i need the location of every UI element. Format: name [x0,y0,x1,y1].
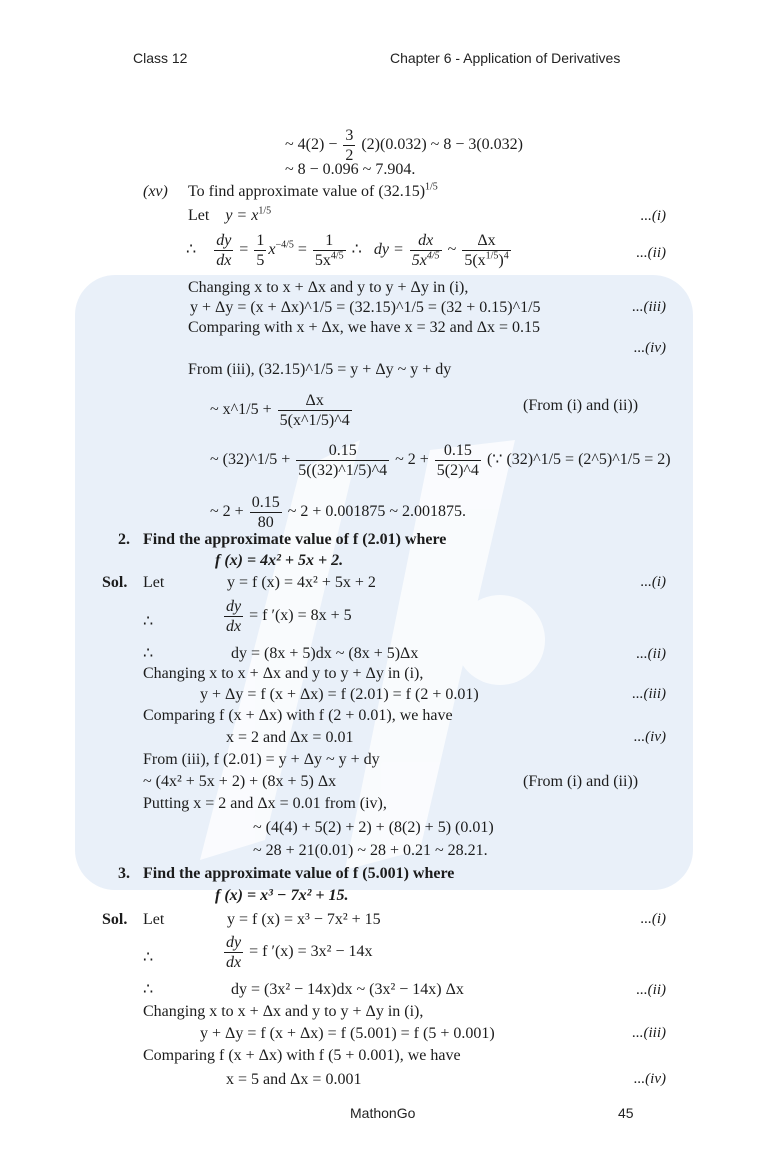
xv-approx-2: ~ (32)^1/5 + $\frac{0.15}{5((32)\^{}1/5)\^{}4}$ ~ 2 + $\frac{0.15}{5(2)\^{}4}$ (∵ (32)^1/5 = (2^5)^1/5 = 2) [210,441,671,479]
q2-eq-i: y = f (x) = 4x² + 5x + 2 [227,574,376,591]
q2-from-iii: From (iii), f (2.01) = y + Δy ~ y + dy [143,751,380,768]
q3-eq-ii: dy = (3x² − 14x)dx ~ (3x² − 14x) Δx [231,981,464,998]
q2-tag-ii: ...(ii) [636,646,666,662]
q2-comparing: Comparing f (x + Δx) with f (2 + 0.01), we have [143,707,453,724]
xv-eq-iii: y + Δy = (x + Δx)^1/5 = (32.15)^1/5 = (32 + 0.15)^1/5 [190,299,541,316]
header-chapter: Chapter 6 - Application of Derivatives [390,50,621,66]
q3-eq-iv: x = 5 and Δx = 0.001 [226,1071,362,1088]
q2-therefore: ∴ [143,613,154,630]
q2-eq-iv: x = 2 and Δx = 0.01 [226,729,354,746]
q2-tag-i: ...(i) [640,574,666,590]
q2-putting: Putting x = 2 and Δx = 0.01 from (iv), [143,795,387,812]
xv-from-iii: From (iii), (32.15)^1/5 = y + Δy ~ y + dy [188,361,452,378]
page-number: 45 [618,1105,634,1121]
q2-sol: Sol. [102,574,128,591]
q3-sol: Sol. [102,911,128,928]
q3-question: Find the approximate value of f (5.001) where [143,865,455,882]
tag-ii: ...(ii) [636,245,666,261]
q2-calc-1: ~ (4(4) + 5(2) + 2) + (8(2) + 5) (0.01) [253,819,494,836]
q2-eq-iii: y + Δy = f (x + Δx) = f (2.01) = f (2 + 0.01) [200,686,479,703]
continuation-line-2: ~ 8 − 0.096 ~ 7.904. [285,161,416,178]
q2-from-i-ii: (From (i) and (ii)) [523,773,639,790]
q3-tag-ii: ...(ii) [636,982,666,998]
q3-changing: Changing x to x + Δx and y to y + Δy in (i), [143,1003,424,1020]
q3-eq-iii: y + Δy = f (x + Δx) = f (5.001) = f (5 + 0.001) [200,1025,495,1042]
q3-therefore-2: ∴ [143,981,154,998]
q3-tag-iv: ...(iv) [633,1071,666,1087]
q2-tag-iii: ...(iii) [632,686,666,702]
q2-function: f (x) = 4x² + 5x + 2. [215,552,344,569]
q2-therefore-2: ∴ [143,645,154,662]
header-class: Class 12 [133,50,188,66]
q2-derivative: $\frac{dy}{dx}$ = f ′(x) = 8x + 5 [226,597,352,635]
xv-changing: Changing x to x + Δx and y to y + Δy in (i), [188,279,469,296]
q2-changing: Changing x to x + Δx and y to y + Δy in (i), [143,665,424,682]
q3-comparing: Comparing f (x + Δx) with f (5 + 0.001), we have [143,1047,461,1064]
q3-function: f (x) = x³ − 7x² + 15. [215,887,349,904]
xv-title: To find approximate value of $(32.15)^{1/5}$ [188,181,438,200]
xv-let-line: Let $y = x^{1/5}$ [188,205,272,224]
tag-iv: ...(iv) [633,340,666,356]
continuation-line-1: ~ 4(2) − $\frac{3}{2}$ (2)(0.032) ~ 8 − 3(0.032) [285,127,523,164]
q2-eq-ii: dy = (8x + 5)dx ~ (8x + 5)Δx [231,645,419,662]
xv-derivative-line: ∴ $\frac{dy}{dx}$ = $\frac{1}{5}$ $x^{-4/5}$ = $\frac{1}{5x^{4/5}}$ ∴ dy = $\frac{dx}{5x^{4/5}}$ ~ $\frac{\Delta x}{5(x^{1/5})^4}$ [186,231,509,269]
xv-approx-1: ~ x^1/5 + $\frac{\Delta x}{5(x\^{}1/5)\^{}4}$ [210,391,350,429]
part-label-xv: (xv) [143,183,168,200]
q2-question: Find the approximate value of f (2.01) where [143,531,447,548]
q3-let: Let [143,911,165,928]
q3-therefore: ∴ [143,949,154,966]
q2-number: 2. [118,531,130,548]
xv-from-i-ii: (From (i) and (ii)) [523,397,639,414]
q2-calc-2: ~ 28 + 21(0.01) ~ 28 + 0.21 ~ 28.21. [253,842,488,859]
q2-tag-iv: ...(iv) [633,729,666,745]
xv-approx-3: ~ 2 + $\frac{0.15}{80}$ ~ 2 + 0.001875 ~ 2.001875. [210,493,467,531]
xv-comparing: Comparing with x + Δx, we have x = 32 and Δx = 0.15 [188,319,541,336]
tag-i: ...(i) [640,208,666,224]
footer-brand: MathonGo [350,1105,416,1121]
q2-let: Let [143,574,165,591]
q3-derivative: $\frac{dy}{dx}$ = f ′(x) = 3x² − 14x [226,933,373,971]
q3-eq-i: y = f (x) = x³ − 7x² + 15 [227,911,381,928]
q3-number: 3. [118,865,130,882]
q3-tag-i: ...(i) [640,911,666,927]
q2-approx: ~ (4x² + 5x + 2) + (8x + 5) Δx [143,773,337,790]
tag-iii: ...(iii) [632,299,666,315]
q3-tag-iii: ...(iii) [632,1025,666,1041]
